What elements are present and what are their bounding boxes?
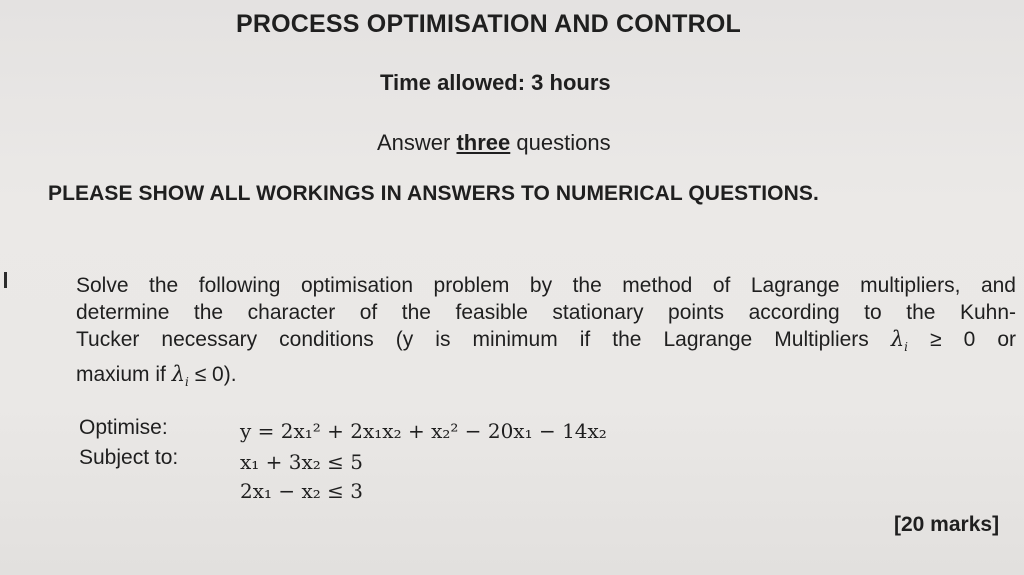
- objective-function: y = 2x₁² + 2x₁x₂ + x₂² − 20x₁ − 14x₂: [240, 419, 607, 443]
- question-line: [76, 326, 1016, 361]
- question-line: [76, 361, 1016, 396]
- answer-prefix: Answer: [377, 130, 451, 155]
- question-line: determine the character of the feasible stationary points according to the Kuhn-: [76, 301, 1016, 324]
- inequality-text: ≤ 0).: [188, 363, 237, 387]
- inequality-text: ≥ 0 or: [908, 328, 1016, 351]
- lambda-symbol: λ: [890, 327, 905, 351]
- constraint-1: x₁ + 3x₂ ≤ 5: [240, 450, 363, 474]
- question-line: Solve the following optimisation problem by the method of Lagrange multipliers, and: [76, 274, 1016, 297]
- answer-count: three: [456, 130, 511, 155]
- lambda-symbol: λ: [171, 362, 186, 387]
- marks-allocation: [20 marks]: [894, 513, 1000, 536]
- exam-title: PROCESS OPTIMISATION AND CONTROL: [236, 10, 742, 38]
- lambda-subscript: i: [904, 340, 908, 355]
- constraint-2: 2x₁ − x₂ ≤ 3: [240, 479, 363, 503]
- subject-to-label: Subject to:: [79, 446, 179, 469]
- time-allowed: Time allowed: 3 hours: [380, 70, 611, 95]
- question-line-text: maxium if: [76, 363, 166, 387]
- question-margin-mark: [4, 272, 7, 288]
- workings-notice: PLEASE SHOW ALL WORKINGS IN ANSWERS TO NUMERICAL QUESTIONS.: [48, 182, 819, 205]
- answer-suffix: questions: [516, 130, 611, 155]
- optimise-label: Optimise:: [79, 416, 168, 439]
- question-line-text: Tucker necessary conditions (y is minimum if the Lagrange Multipliers: [76, 328, 869, 351]
- question-body: [76, 272, 1016, 396]
- lambda-subscript: i: [185, 375, 189, 390]
- answer-instruction: [377, 130, 611, 156]
